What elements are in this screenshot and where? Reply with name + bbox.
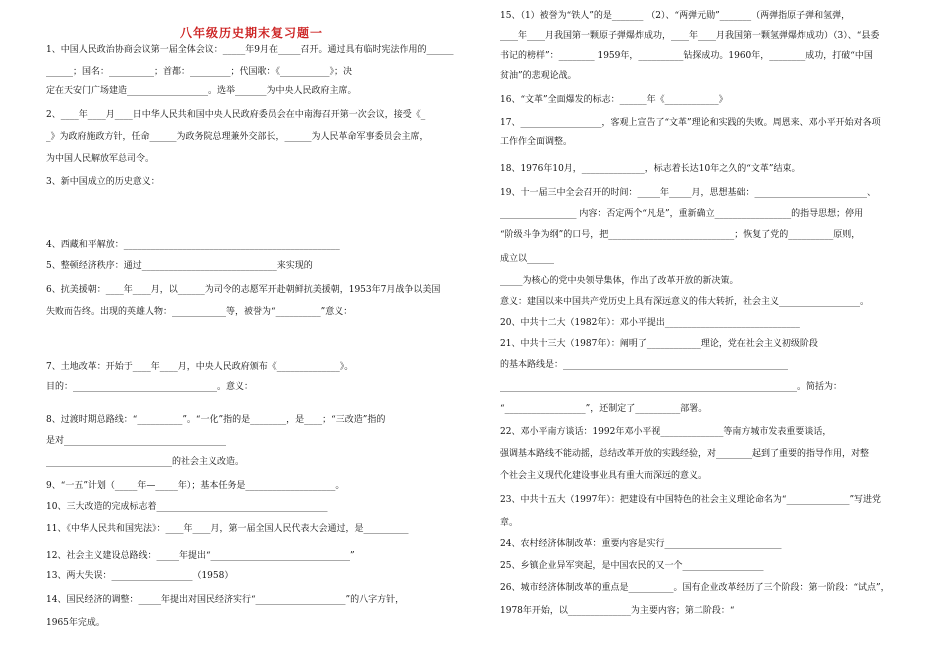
question-line: 工作作全面调整。 <box>500 137 573 147</box>
question-line: 15、（1）被誉为“铁人”的是_______ （2）、“两弹元勋”_______（两弹指原子弹和氢弹， <box>500 11 851 21</box>
question-line: 章。 <box>500 518 519 528</box>
question-line: 24、农村经济体制改革：重要内容是实行__________________________ <box>500 539 782 549</box>
question-line: 8、过渡时期总路线：“__________”。“一化”指的是________，是____；“三改造”指的 <box>46 415 386 425</box>
question-line: 成立以______ <box>500 254 555 264</box>
question-line: 18、1976年10月，______________，标志着长达10年之久的“文革”结束。 <box>500 164 801 174</box>
question-line: 23、中共十五大（1997年）：把建设有中国特色的社会主义理论命名为“______________”写进党 <box>500 495 882 505</box>
question-line: __________________________________________________________________。简括为： <box>500 382 843 392</box>
question-line: 1、中国人民政治协商会议第一届全体会议：_____年9月在_____召开。通过具有临时宪法作用的______ <box>46 45 454 55</box>
question-line: 17、__________________，客观上宣告了“文革”理论和实践的失败。周恩来、邓小平开始对各项 <box>500 118 881 128</box>
question-line: 为中国人民解放军总司令。 <box>46 154 155 164</box>
question-line: 意义：建国以来中国共产党历史上具有深远意义的伟大转折，社会主义__________________。 <box>500 297 870 307</box>
question-line: _》为政府施政方针，任命______为政务院总理兼外交部长，______为人民革命军事委员会主席， <box>46 132 429 142</box>
question-line: _________________ 内容：否定两个“凡是”，重新确立_________________的指导思想；停用 <box>500 209 864 219</box>
question-line: 3、新中国成立的历史意义： <box>46 177 160 187</box>
question-line: 个社会主义现代化建设事业具有重大而深远的意义。 <box>500 471 708 481</box>
question-line: ____________________________的社会主义改造。 <box>46 457 245 467</box>
question-line: 的基本路线是：__________________________________________________ <box>500 360 789 370</box>
question-line: “阶级斗争为纲”的口号，把____________________________；恢复了党的__________原则， <box>500 230 861 240</box>
question-line: 22、邓小平南方谈话：1992年邓小平视______________等南方城市发表重要谈话， <box>500 427 832 437</box>
question-line: 11、《中华人民共和国宪法》：____年____月，第一届全国人民代表大会通过，是__________ <box>46 524 409 534</box>
question-line: 14、国民经济的调整：_____年提出对国民经济实行“____________________”的八字方针， <box>46 595 405 605</box>
question-line: 2、____年____月____日中华人民共和国中央人民政府委员会在中南海召开第一次会议，接受《_ <box>46 110 426 120</box>
question-line: 失败而告终。出现的英雄人物：____________等，被誉为“__________”意义： <box>46 307 353 317</box>
question-line: 21、中共十三大（1987年）：阐明了____________理论，党在社会主义初级阶段 <box>500 339 818 349</box>
question-line: 7、土地改革：开始于____年____月，中央人民政府颁布《______________》。 <box>46 362 354 372</box>
question-line: ____年____月我国第一颗原子弹爆炸成功，____年____月我国第一颗氢弹爆炸成功）（3）、“县委 <box>500 31 880 41</box>
question-line: 定在天安门广场建造__________________。选举_______为中央人民政府主席。 <box>46 86 357 96</box>
question-line: 20、中共十二大（1982年）：邓小平提出______________________________ <box>500 318 800 328</box>
page-title: 八年级历史期末复习题一 <box>180 26 324 40</box>
question-line: 5、整顿经济秩序：通过______________________________来实现的 <box>46 261 313 271</box>
question-line: ______；国名：__________；首都：_________；代国歌：《___________》；决 <box>46 67 353 77</box>
question-line: _____为核心的党中央领导集体，作出了改革开放的新决策。 <box>500 276 739 286</box>
question-line: 25、乡镇企业异军突起，是中国农民的又一个__________________ <box>500 561 764 571</box>
question-line: 贫油”的悲观论战。 <box>500 71 577 81</box>
question-line: 是对____________________________________ <box>46 436 227 446</box>
question-line: 强调基本路线不能动摇，总结改革开放的实践经验，对________起到了重要的指导作用，对整 <box>500 449 870 459</box>
question-line: 6、抗美援朝：____年____月，以______为司令的志愿军开赴朝鲜抗美援朝，1953年7月战争以美国 <box>46 285 441 295</box>
question-line: 9、“一五”计划（_____年—_____年）；基本任务是____________________。 <box>46 481 345 491</box>
question-line: “__________________”，还制定了__________部署。 <box>500 404 708 414</box>
question-line: 1978年开始，以______________为主要内容；第二阶段：“ <box>500 606 735 616</box>
question-line: 16、“文革”全面爆发的标志：______年《____________》 <box>500 95 728 105</box>
question-line: 目的：________________________________。意义： <box>46 382 254 392</box>
question-line: 书记的榜样”：________ 1959年，__________钻探成功。1960年，________成功，打破“中国 <box>500 51 873 61</box>
question-line: 1965年完成。 <box>46 618 105 628</box>
question-line: 19、十一届三中全会召开的时间：_____年_____月，思想基础：_________________________、 <box>500 188 876 198</box>
question-line: 12、社会主义建设总路线：_____年提出“_______________________________” <box>46 551 355 561</box>
question-line: 26、城市经济体制改革的重点是__________。国有企业改革经历了三个阶段：第一阶段：“试点”， <box>500 583 890 593</box>
question-line: 10、三大改造的完成标志着______________________________________ <box>46 502 328 512</box>
question-line: 13、两大失误：__________________（1958） <box>46 571 234 581</box>
question-line: 4、西藏和平解放：________________________________________________ <box>46 240 340 250</box>
